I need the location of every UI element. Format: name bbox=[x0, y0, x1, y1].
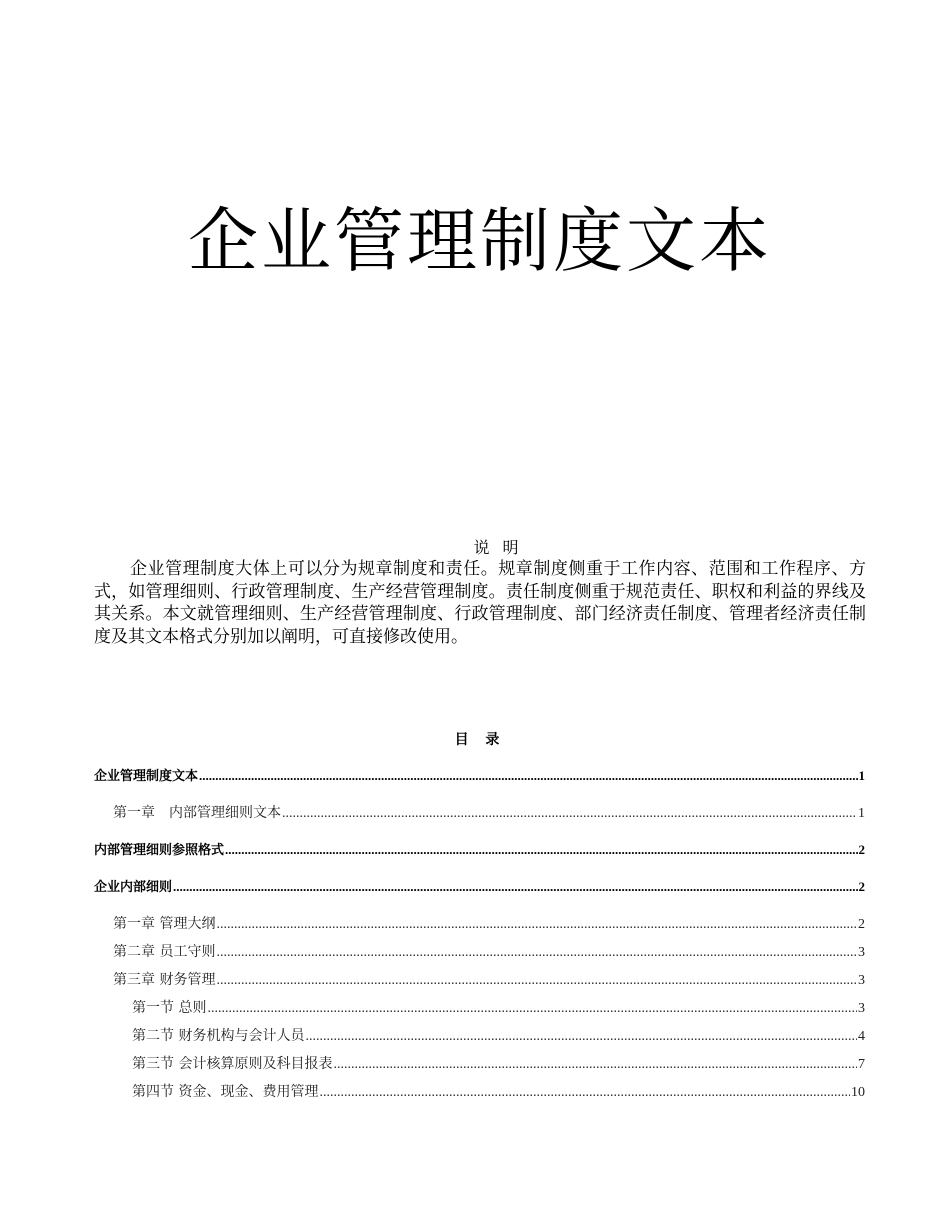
toc-leader-dots bbox=[216, 915, 857, 935]
toc-entry-title: 第四节 资金、现金、费用管理 bbox=[132, 1084, 319, 1100]
toc-entry-page: 10 bbox=[851, 1085, 865, 1100]
toc-entry-page: 2 bbox=[858, 917, 865, 932]
toc-entry[interactable] bbox=[94, 1054, 865, 1074]
toc-entry[interactable] bbox=[94, 970, 865, 990]
toc-leader-dots bbox=[216, 943, 857, 963]
toc-entry[interactable] bbox=[94, 914, 865, 934]
toc-entry[interactable] bbox=[94, 803, 865, 823]
toc-entry[interactable] bbox=[94, 942, 865, 962]
toc-heading: 目 录 bbox=[454, 732, 506, 748]
toc-entry[interactable] bbox=[94, 877, 865, 897]
toc-entry[interactable] bbox=[94, 1026, 865, 1046]
toc-entry-title: 企业内部细则 bbox=[94, 880, 173, 895]
toc-entry[interactable] bbox=[94, 840, 865, 860]
toc-leader-dots bbox=[199, 766, 857, 786]
toc-entry[interactable] bbox=[94, 766, 865, 786]
toc-entry-page: 1 bbox=[858, 768, 865, 783]
toc-entry-title: 第三章 财务管理 bbox=[113, 972, 216, 988]
toc-entry-page: 1 bbox=[858, 806, 865, 821]
toc-entry-page: 4 bbox=[858, 1029, 865, 1044]
toc-entry-title: 第一章 内部管理细则文本 bbox=[113, 805, 281, 821]
toc-entry[interactable] bbox=[94, 1082, 865, 1102]
toc-entry-page: 3 bbox=[858, 973, 865, 988]
toc-leader-dots bbox=[173, 877, 857, 897]
toc-entry-title: 第二章 员工守则 bbox=[113, 944, 216, 960]
toc-entry-page: 7 bbox=[858, 1057, 865, 1072]
note-paragraph: 企业管理制度大体上可以分为规章制度和责任。规章制度侧重于工作内容、范围和工作程序、方式，如管理细则、行政管理制度、生产经营管理制度。责任制度侧重于规范责任、职权和利益的界线及其关系。本文就管理细则、生产经营管理制度、行政管理制度、部门经济责任制度、管理者经济责任制度及其文本格式分别加以阐明，可直接修改使用。 bbox=[94, 559, 866, 647]
toc-leader-dots bbox=[225, 840, 857, 860]
toc-entry-page: 2 bbox=[858, 879, 865, 894]
toc-entry-page: 3 bbox=[858, 1001, 865, 1016]
toc-leader-dots bbox=[333, 1055, 857, 1075]
note-heading: 说 明 bbox=[473, 538, 523, 557]
toc-entry-title: 第三节 会计核算原则及科目报表 bbox=[132, 1056, 333, 1072]
toc-entry-title: 第一节 总则 bbox=[132, 1000, 207, 1016]
toc-entry-title: 内部管理细则参照格式 bbox=[94, 843, 225, 858]
toc-leader-dots bbox=[207, 999, 857, 1019]
toc-leader-dots bbox=[319, 1083, 850, 1103]
toc-entry-page: 2 bbox=[858, 842, 865, 857]
document-title: 企业管理制度文本 bbox=[188, 200, 772, 282]
toc-entry-title: 企业管理制度文本 bbox=[94, 769, 199, 784]
toc-entry-title: 第二节 财务机构与会计人员 bbox=[132, 1028, 305, 1044]
toc-leader-dots bbox=[216, 971, 857, 991]
toc-leader-dots bbox=[305, 1027, 857, 1047]
toc-entry[interactable] bbox=[94, 998, 865, 1018]
toc-entry-page: 3 bbox=[858, 945, 865, 960]
toc-leader-dots bbox=[282, 804, 857, 824]
toc-entry-title: 第一章 管理大纲 bbox=[113, 916, 216, 932]
